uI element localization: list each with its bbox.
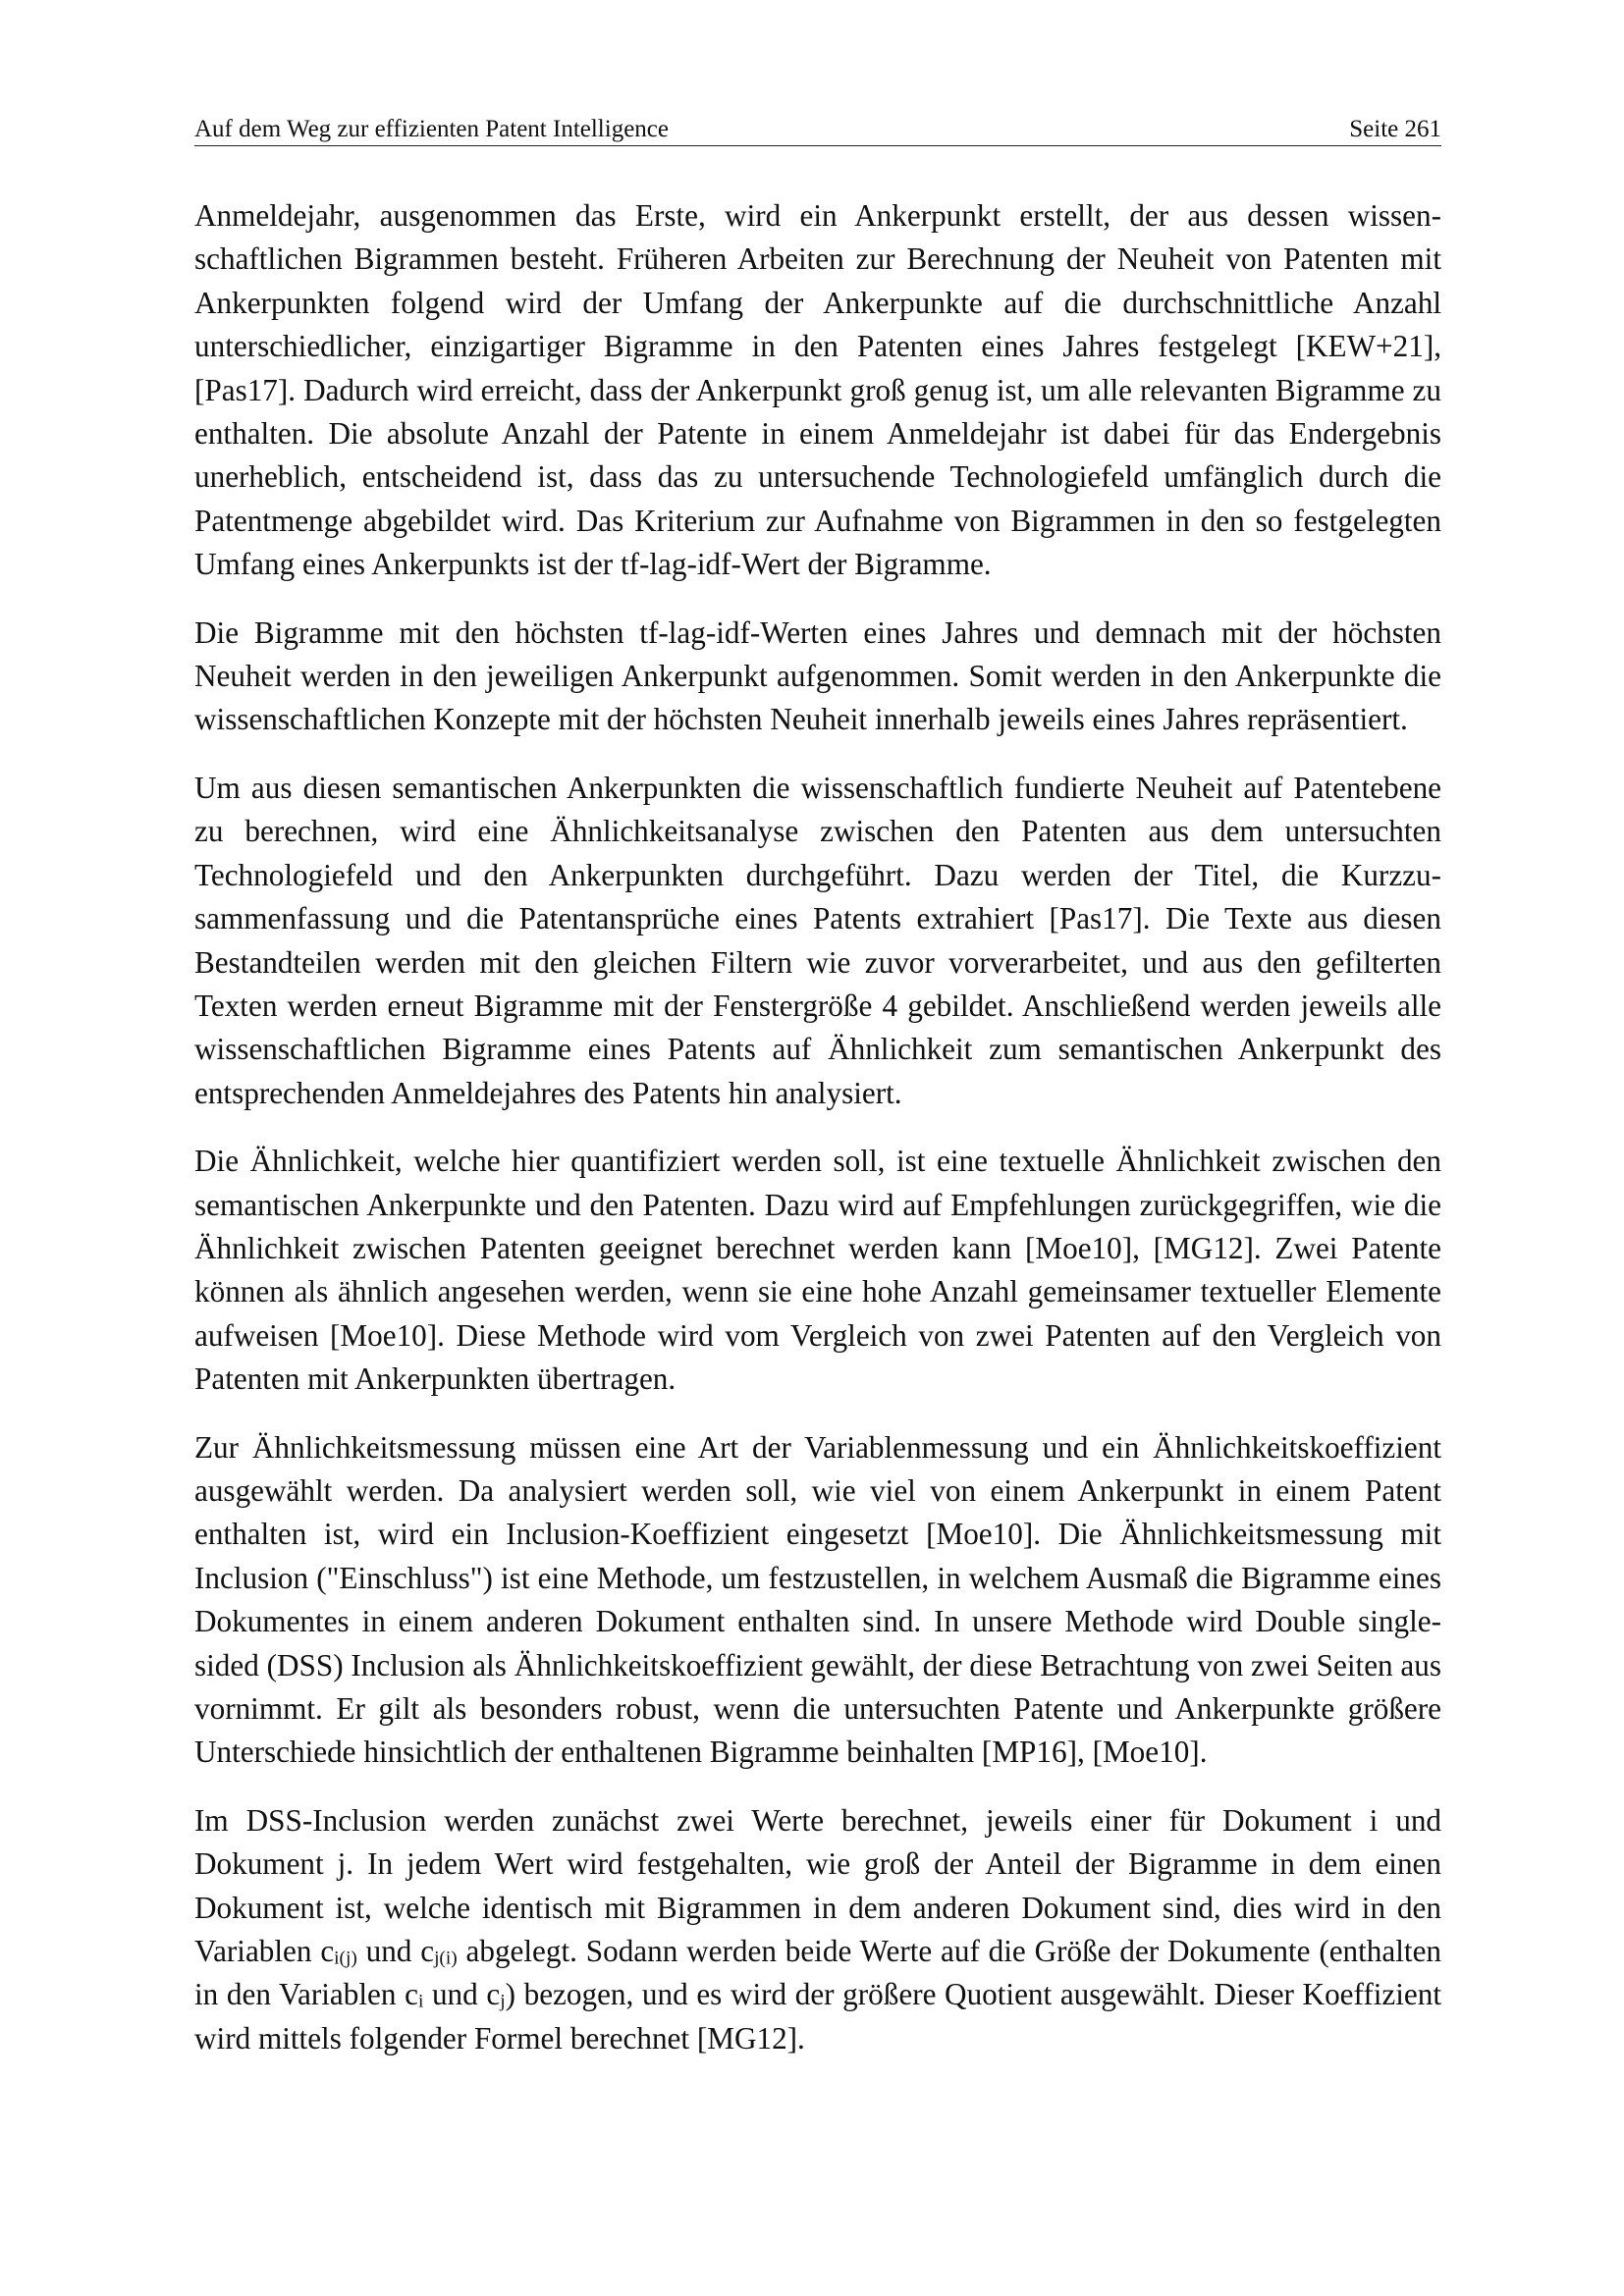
paragraph-dss-inclusion: Im DSS-Inclusion werden zunächst zwei Werte berechnet, jeweils einer für Dokument i und Dokument j. In jedem Wert wird festgehalten, wie groß der Anteil der Bigramme in dem einen Dokument ist, welche identisch mit Bigrammen in dem anderen Dokument sind, dies wird in den Variablen $c_{i(j)}$ und $c_{j(i)}$ abgelegt. Sodann werden beide Werte auf die Größe der Dokumente (enthalten in den Variablen $c_i$ und $c_j$) bezogen, und es wird der größere Quotient ausgewählt. Dieser Koeffizient wird mittels folgender Formel berechnet [MG12].: [194, 1802, 1442, 2056]
paragraph: Die Bigramme mit den höchsten tf-lag-idf-Werten eines Jahres und demnach mit der höchsten Neuheit werden in den jeweiligen Ankerpunkt aufgenommen. Somit werden in den Ankerpunkte die wissenschaftlichen Konzepte mit der höchsten Neuheit innerhalb jeweils eines Jahres repräsentiert.: [194, 614, 1441, 737]
paragraph: Anmeldejahr, ausgenommen das Erste, wird ein Ankerpunkt erstellt, der aus dessen wissenschaftlichen Bigrammen besteht. Früheren Arbeiten zur Berechnung der Neuheit von Patenten mit Ankerpunkten folgend wird der Umfang der Ankerpunkte auf die durchschnittliche Anzahl unterschiedlicher, einzigartiger Bigramme in den Patenten eines Jahres festgelegt [KEW+21], [Pas17]. Dadurch wird erreicht, dass der Ankerpunkt groß genug ist, um alle relevanten Bigramme zu enthalten. Die absolute Anzahl der Patente in einem Anmeldejahr ist dabei für das Endergebnis unerheblich, entscheidend ist, dass das zu untersuchende Technologiefeld umfänglich durch die Patentmenge abgebildet wird. Das Kriterium zur Aufnahme von Bigrammen in den so festgelegten Umfang eines Ankerpunkts ist der tf-lag-idf-Wert der Bigramme.: [194, 198, 1441, 582]
paragraph: Um aus diesen semantischen Ankerpunkten die wissenschaftlich fundierte Neuheit auf Patentebene zu berechnen, wird eine Ähnlichkeitsanalyse zwischen den Patenten aus dem untersuchten Technologiefeld und den Ankerpunkten durchgeführt. Dazu werden der Titel, die Kurzzusammenfassung und die Patentansprüche eines Patents extrahiert [Pas17]. Die Texte aus diesen Bestandteilen werden mit den gleichen Filtern wie zuvor vorverarbeitet, und aus den gefilterten Texten werden erneut Bigramme mit der Fenstergröße 4 gebildet. Anschließend werden jeweils alle wissenschaftlichen Bigramme eines Patents auf Ähnlichkeit zum semantischen Ankerpunkt des entsprechenden Anmeldejahres des Patents hin analysiert.: [194, 770, 1441, 1110]
variable-cj: $c_j$: [486, 1977, 506, 2012]
paragraph: Zur Ähnlichkeitsmessung müssen eine Art der Variablenmessung und ein Ähnlichkeitskoeffizient ausgewählt werden. Da analysiert werden soll, wie viel von einem Ankerpunkt in einem Patent enthalten ist, wird ein Inclusion-Koeffizient eingesetzt [Moe10]. Die Ähnlichkeitsmessung mit Inclusion ("Einschluss") ist eine Methode, um festzustellen, in welchem Ausmaß die Bigramme eines Dokumentes in einem anderen Dokument enthalten sind. In unsere Methode wird Double single-sided (DSS) Inclusion als Ähnlichkeitskoeffizient gewählt, der diese Betrachtung von zwei Seiten aus vornimmt. Er gilt als besonders robust, wenn die untersuchten Patente und Ankerpunkte größere Unterschiede hinsichtlich der enthaltenen Bigramme beinhalten [MP16], [Moe10].: [194, 1429, 1442, 1770]
running-header: [194, 106, 1441, 146]
paragraph: Die Ähnlichkeit, welche hier quantifiziert werden soll, ist eine textuelle Ähnlichkeit zwischen den semantischen Ankerpunkte und den Patenten. Dazu wird auf Empfehlungen zurückgegriffen, wie die Ähnlichkeit zwischen Patenten geeignet berechnet werden kann [Moe10], [MG12]. Zwei Patente können als ähnlich angesehen werden, wenn sie eine hohe Anzahl gemeinsamer textueller Elemente aufweisen [Moe10]. Diese Methode wird vom Vergleich von zwei Patenten auf den Vergleich von Patenten mit Ankerpunkten übertragen.: [194, 1144, 1441, 1397]
page-number: Seite 261: [1349, 116, 1441, 142]
variable-ci-j: $c_{i(j)}$: [320, 1934, 357, 1969]
paragraph-text: Im DSS-Inclusion werden zunächst zwei Werte berechnet, jeweils einer für Dokument i und Dokument j. In jedem Wert wird festgehalten, wie groß der Anteil der Bigramme in dem einen Dokument ist, welche identisch mit Bigrammen in dem anderen Dokument sind, dies wird in den Variablen: [194, 1802, 1441, 1969]
variable-cj-i: $c_{j(i)}$: [420, 1934, 458, 1969]
variable-ci: $c_i$: [405, 1977, 424, 2012]
header-title: Auf dem Weg zur effizienten Patent Intelligence: [194, 116, 669, 142]
body-text: [194, 194, 1441, 2085]
